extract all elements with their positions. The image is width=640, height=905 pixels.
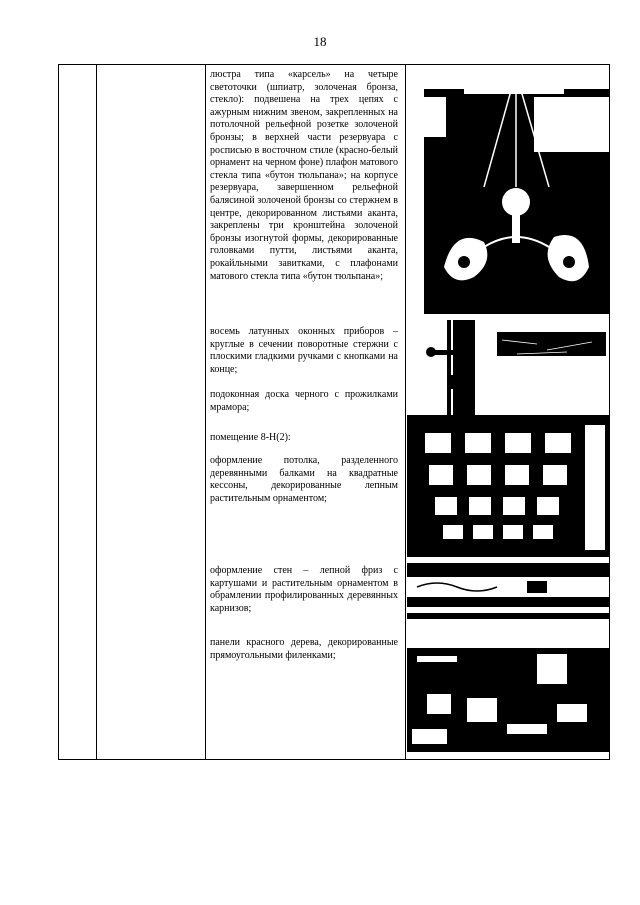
room-heading: помещение 8-Н(2): (210, 432, 291, 443)
panels-photo (407, 634, 609, 752)
page-number: 18 (313, 34, 327, 49)
description-chandelier: люстра типа «карсель» на четыре светоточки (шпиатр, золоченая бронза, стекло): подвешена на трех цепях с ажурным нижним звеном, закрепленных на потолочной рельефной розетке золоченой бронзы; в верхней части резервуара с росписью в восточном стиле (красно-белый орнамент на черном фоне) плафон матового стекла типа «бутон тюльпана»; на корпусе резервуара, завершенном рельефной балясиной золоченой бронзы со стержнем в центре, декорированном листьями аканта, закреплены три кронштейна золоченой бронзы изогнутой формы, декорированные головками путти, листьями аканта, рокайльными завитками, с плафонами матового стекла типа «бутон тюльпана»; (210, 69, 398, 282)
description-windowsill: подоконная доска черного с прожилками мрамора; (210, 389, 398, 413)
description-window-fittings: восемь латунных оконных приборов – круглые в сечении поворотные стержни с плоскими гладкими ручками с кнопками на конце; (210, 326, 398, 375)
column-divider (96, 65, 97, 759)
description-ceiling: оформление потолка, разделенного деревянными балками на квадратные кессоны, декорированные лепным растительным орнаментом; (210, 455, 398, 504)
frieze-photo (407, 563, 609, 619)
windowsill-photo (497, 332, 606, 360)
ceiling-photo (407, 415, 609, 557)
chandelier-photo (424, 67, 609, 314)
column-divider (205, 65, 206, 759)
description-panels: панели красного дерева, декорированные прямоугольными филенками; (210, 637, 398, 661)
description-walls: оформление стен – лепной фриз с картушами и растительным орнаментом в обрамлении профилированных деревянных карнизов; (210, 565, 398, 614)
window-handle-photo (425, 320, 480, 415)
column-divider (405, 65, 406, 759)
